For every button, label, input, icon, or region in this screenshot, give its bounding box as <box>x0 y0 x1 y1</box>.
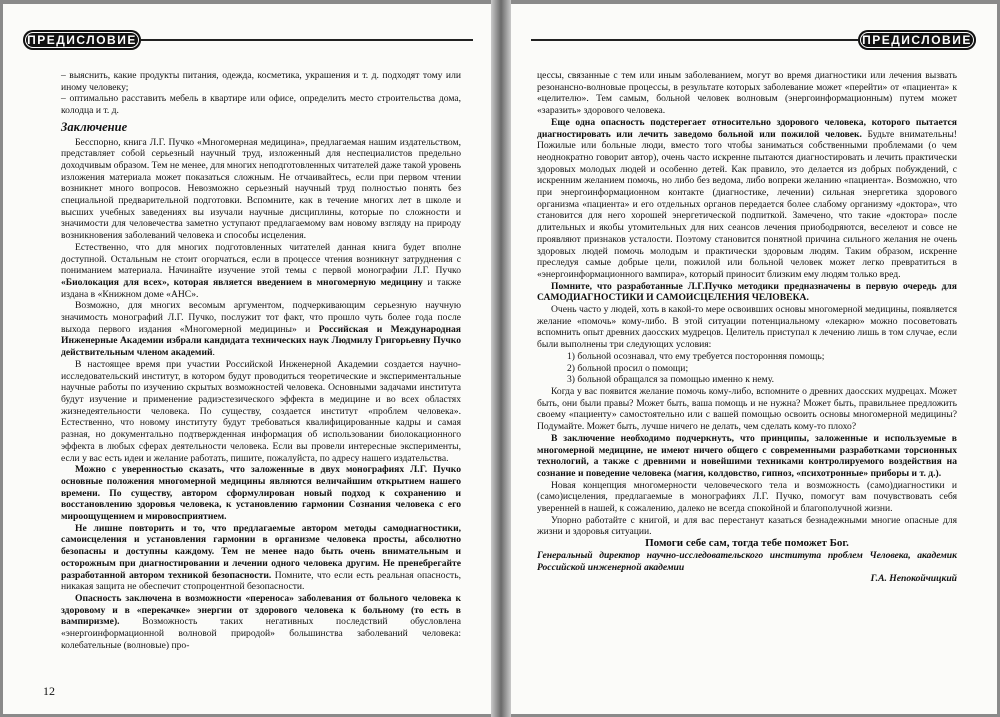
section-tab: ПРЕДИСЛОВИЕ <box>23 30 141 50</box>
paragraph: Естественно, что для многих подготовленных читателей данная книга будет вполне доступной. Остальным не стоит огорчаться, если в процессе чтения возникнут затруднения с пониманием материала. Начинайте изучение этой темы с первой монографии Л.Г. Пучко «Биолокация для всех», которая является введением в многомерную медицину и также издана в «Книжном доме «АНС». <box>61 241 462 300</box>
signature-name: Г.А. Непокойчицкий <box>870 573 957 585</box>
paragraph: Еще одна опасность подстерегает относительно здорового человека, которого пытается диагностировать или лечить заведомо больной или пожилой человек. Будьте внимательны! Пожилые или больные люди, вместо того чтобы заниматься собственными проблемами (о чем неоднократно говорит автор), очень часто искренне пытаются диагностировать и лечить практически здоровых молодых людей и особенно детей. Как правило, это делается из добрых побуждений, с искренним желанием помочь, но либо без ведома, либо вопреки желанию «пациента». Возможно, что при энергоинформационном контакте (диагностике, лечении) сильная энергетика здорового организма «пациента» и его отдельных органов передается более слабому организму «доктора», что становится для него хорошей энергетической подпиткой. Замечено, что такие «доктора» после длительных и якобы утомительных для них сеансов лечения приободряются, веселеют и совсе не проявляют признаков усталости. Поэтому становится понятной причина сильного желания не очень здоровых людей помочь молодым и практически здоровым людям. Таким образом, искренне преследуя самые добрые цели, пожилой или больной человек может легко превратиться в «энергоинформационного вампира», который приносит близким ему людям только вред. <box>537 116 957 280</box>
paragraph: Опасность заключена в возможности «переноса» заболевания от больного человека к здоровому и в «перекачке» энергии от здорового человека к больному (то есть в вампиризме). Возможность таких негативных последствий обусловлена «энергоинформационной волновой природой» большинства заболеваний человека: колебательные (волновые) про- <box>61 592 461 651</box>
motto: Помоги себе сам, тогда тебе поможет Бог. <box>645 537 849 550</box>
paragraph: Возможно, для многих весомым аргументом, подчеркивающим серьезную научную значимость монографий Л.Г. Пучко, послужит тот факт, что прошло чуть более года после выхода первого издания «Многомерной медицины» и Российская и Международная Инженерные Академии избрали кандидата технических наук Людмилу Григорьевну Пучко действительным членом академий. <box>61 300 461 359</box>
paragraph: Новая концепция многомерности человеческого тела и возможность (само)диагностики и (само)исцеления, предлагаемые в монографиях Л.Г. Пучко, помогут вам почувствовать себя уверенней в нашей, к сожалению, далеко не всегда спокойной и благополучной жизни. <box>537 479 957 515</box>
right-text <box>537 70 957 585</box>
header-rule <box>133 39 473 41</box>
signature-title: Генеральный директор научно-исследовательского института проблем Человека, академик Российской инженерной академии <box>537 549 957 573</box>
right-page <box>511 4 997 714</box>
paragraph: цессы, связанные с тем или иным заболеванием, могут во время диагностики или лечения вызвать резонансно-волновые процессы, в результате которых заболевание может «перейти» от «пациента» к «целителю». Тем самым, больной человек волновым (энергоинформационным) путем может «заразить» здорового человека. <box>537 70 957 117</box>
list-item: 2) больной просил о помощи; <box>567 362 689 374</box>
paragraph: Очень часто у людей, хоть в какой-то мере освоивших основы многомерной медицины, появляется желание «помочь» кому-либо. В этой ситуации потенциальному «лекарю» можно посоветовать вспомнить опыт древних даосских мудрецов. Целитель приступал к лечению лишь в том случае, если были выполнены три следующих условия: <box>537 304 957 351</box>
left-page <box>3 4 491 714</box>
paragraph: Не лишне повторить и то, что предлагаемые автором методы самодиагностики, самоисцеления и установления гармонии в организме человека просты, абсолютно безопасны и доступны каждому. Тем не менее надо быть очень внимательным и осторожным при диагностировании и лечении одного человека другим. Не пренебрегайте разработанной автором техникой безопасности. Помните, что если есть реальная опасность, никакая защита не обеспечит стопроцентной безопасности. <box>61 522 461 593</box>
paragraph: Когда у вас появится желание помочь кому-либо, вспомните о древних даосских мудрецах. Может быть, они были правы? Может быть, ваша помощь и не нужна? Может быть, правильнее предложить своему «пациенту» самостоятельно или с вашей помощью освоить основы многомерной медицины? Подумайте. Может быть, лучше ничего не делать, чем сделать кому-то плохо? <box>537 385 957 433</box>
book-gutter <box>491 0 511 717</box>
left-header <box>23 30 473 50</box>
right-header <box>531 30 976 50</box>
list-item: 3) больной обращался за помощью именно к нему. <box>567 374 774 386</box>
paragraph: Можно с уверенностью сказать, что заложенные в двух монографиях Л.Г. Пучко основные положения многомерной медицины являются величайшим открытием нашего времени. По существу, автором сформулирован новый подход к сохранению и восстановлению здоровья человека, к установлению гармонии Сознания человека с его мироощущением и мировосприятием. <box>61 464 461 523</box>
list-item: 1) больной осознавал, что ему требуется посторонняя помощь; <box>567 350 825 362</box>
section-tab: ПРЕДИСЛОВИЕ <box>858 30 976 50</box>
section-heading: Заключение <box>61 119 128 134</box>
page-number: 12 <box>43 684 55 698</box>
paragraph: – выяснить, какие продукты питания, одежда, косметика, украшения и т. д. подходят тому или иному человеку; <box>61 70 461 93</box>
paragraph: Помните, что разработанные Л.Г.Пучко методики предназначены в первую очередь для САМОДИАГНОСТИКИ И САМОИСЦЕЛЕНИЯ ЧЕЛОВЕКА. <box>537 280 957 304</box>
paragraph: Бесспорно, книга Л.Г. Пучко «Многомерная медицина», предлагаемая нашим издательством, представляет собой серьезный научный труд, изложенный для неспециалистов предельно доходчивым образом. Тем не менее, для многих неподготовленных читателей даже такой уровень изложения материала может показаться сложным. Не отчаивайтесь, если при первом чтении возникнет много вопросов. Невозможно серьезный научный труд полностью понять без специальной предварительной подготовки. Вспомните, как в течение многих лет в школе и высших учебных заведениях вы изучали научные дисциплины, которые по сложности и значимости для человечества заметно уступают предлагаемому вам новому взгляду на природу возникновения заболеваний человека и способы исцеления. <box>61 136 461 242</box>
left-text <box>61 70 461 651</box>
paragraph: Упорно работайте с книгой, и для вас перестанут казаться безнадежными многие опасные для жизни и здоровья ситуации. <box>537 514 957 538</box>
paragraph: – оптимально расставить мебель в квартире или офисе, определить место строительства дома, колодца и т. д. <box>61 93 461 117</box>
paragraph: В заключение необходимо подчеркнуть, что принципы, заложенные и используемые в многомерной медицине, не имеют ничего общего с современными разработками торсионных технологий, а также с древними и новейшими техниками контролируемого воздействия на сознание и поведение человека (магия, колдовство, гипноз, «психотронные» приборы и т. д.). <box>537 432 957 479</box>
header-rule <box>531 39 866 41</box>
paragraph: В настоящее время при участии Российской Инженерной Академии создается научно-исследовательский институт, в котором будут проводиться теоретические и экспериментальные научные работы по изучению скрытых возможностей человека. Основными задачами института будут изучение и применение радиэстезического эффекта в медицине и во всех областях жизнедеятельности человека. По существу, создается институт «проблем человека». Естественно, что новому институту будут требоваться квалифицированные кадры и самая разная, но документально подтвержденная информация об использовании биолокационного эффекта в любых сферах деятельности человека. Если вы провели интересные эксперименты, если у вас есть идеи и желание работать, пишите, пожалуйста, по адресу нашего издательства. <box>61 358 461 464</box>
